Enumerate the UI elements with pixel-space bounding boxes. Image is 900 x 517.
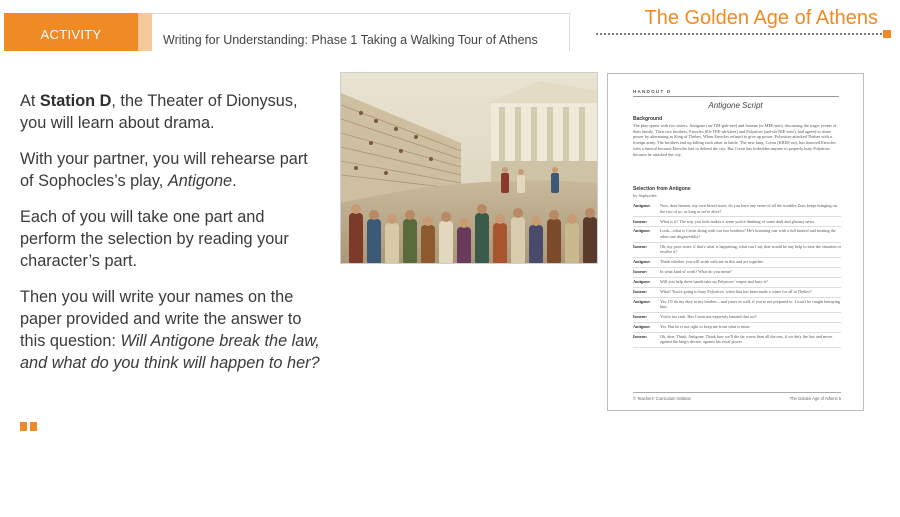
script-text: What? You're going to bury Polynices, when that has been made a crime for all in Thebes? (660, 288, 812, 294)
script-speaker: Antigone: (633, 323, 651, 329)
script-text: Think whether you will work with me in this and act together. (660, 259, 764, 265)
play-title: Antigone (167, 172, 233, 190)
handout-footer (633, 392, 841, 401)
theater-painting (340, 72, 598, 264)
script-text: Oh, my poor sister, if that's what is happening, what can I say that would be any help to ease the situation or resolve it? (660, 243, 841, 255)
script-text: Now, dear Ismene, my own blood sister, do you have any sense of all the troubles Zeus keeps bringing on the two of us, as long as we're alive? (660, 203, 837, 214)
script-text: In what kind of work? What do you mean? (660, 269, 732, 275)
script-speaker: Antigone: (633, 278, 651, 284)
instruction-rehearse: With your partner, you will rehearse part of Sophocles’s play, Antigone. (20, 150, 308, 190)
script-line (633, 268, 841, 278)
script-text: Will you help these hands take up Polynices' corpse and bury it? (660, 278, 768, 284)
selection-author: by Sophocles (633, 193, 657, 198)
script-text: Yes. But he is not right to keep me from what is mine. (660, 323, 751, 329)
script-line (633, 288, 841, 298)
instruction-question: Then you will write your names on the paper provided and write the answer to this question: Will Antigone break the law, and what do you think will happen to her? (20, 288, 320, 372)
background-text: The play opens with two sisters, Antigone (an-TIH-guh-nee) and Ismene (is-MEE-nee), discussing the tragic events of their family. Their two brothers, Eteocles (Eh-TEE-uh-kleez) and Polynices (pol-uh-NIE-seez), had agreed to share power by alternating as King of Thebes. When Eteocles refused to give up power, Polynices attacked Thebes with a foreign army. The brothers end up killing each other in battle. The new king, Creon (KREE-on), has honored Eteocles with a funeral because Eteocles had to defend the city. But Creon has forbidden anyone to properly bury Polynices because he attacked the city. (633, 123, 837, 157)
script-speaker: Ismene: (633, 243, 648, 249)
script-line (633, 323, 841, 333)
script-speaker: Ismene: (633, 269, 648, 275)
handout-label: HANDOUT D (633, 89, 672, 94)
script-text: Yes. I'll do my duty to my brother—and yours as well, if you're not prepared to. I won't be caught betraying him. (660, 298, 841, 310)
script-line (633, 333, 841, 348)
script-text: Oh, dear. Think, Antigone. Think how we'll die far worse than all the rest, if we defy the law and move against the king's decree, against his royal power. (660, 333, 833, 345)
instruction-station: At Station D, the Theater of Dionysus, you will learn about drama. (20, 92, 298, 132)
background-heading: Background (633, 116, 663, 122)
brand-divider (596, 33, 882, 35)
handout-rule (633, 96, 839, 97)
script-speaker: Ismene: (633, 288, 648, 294)
script-text: What is it? The way you look makes it seem you're thinking of some dark and gloomy news. (660, 218, 816, 224)
script-line (633, 313, 841, 323)
script-line (633, 217, 841, 227)
script-line (633, 258, 841, 268)
script-line (633, 298, 841, 313)
station-name: Station D (39, 92, 112, 110)
script-line (633, 243, 841, 258)
instructions (20, 90, 320, 388)
footer-page: The Golden Age of Athens 5 (789, 396, 841, 401)
activity-tab (4, 13, 138, 51)
script-speaker: Ismene: (633, 333, 648, 339)
activity-label: ACTIVITY (40, 26, 102, 42)
brand-square-icon (883, 30, 891, 38)
script-line (633, 227, 841, 242)
script-text: Look—what is Creon doing with our two brothers? He's honoring one with a full funeral and treating the other one disgracefully! (660, 228, 836, 239)
brand-title: The Golden Age of Athens (644, 7, 878, 29)
activity-tab-accent (138, 13, 152, 51)
script-speaker: Ismene: (633, 218, 648, 224)
script-line (633, 278, 841, 288)
slide-marker-icon (20, 422, 37, 431)
script-speaker: Ismene: (633, 314, 648, 320)
script-speaker: Antigone: (633, 259, 651, 265)
selection-heading: Selection from Antigone (633, 186, 691, 192)
script-text: You're too rash. Has Creon not expressly banned that act? (660, 314, 757, 320)
instruction-perform: Each of you will take one part and perform the selection by reading your character’s part. (20, 208, 289, 270)
script-speaker: Antigone: (633, 228, 651, 234)
handout-page (607, 73, 864, 411)
script-line (633, 202, 841, 217)
script-lines (633, 202, 841, 348)
header-subtitle: Writing for Understanding: Phase 1 Taking a Walking Tour of Athens (163, 33, 538, 47)
script-speaker: Antigone: (633, 298, 651, 304)
footer-copyright: © Teachers' Curriculum Institute (633, 396, 691, 401)
question-text: Will Antigone break the law, and what do you think will happen to her? (20, 332, 320, 372)
script-speaker: Antigone: (633, 203, 651, 209)
handout-title: Antigone Script (708, 101, 763, 110)
